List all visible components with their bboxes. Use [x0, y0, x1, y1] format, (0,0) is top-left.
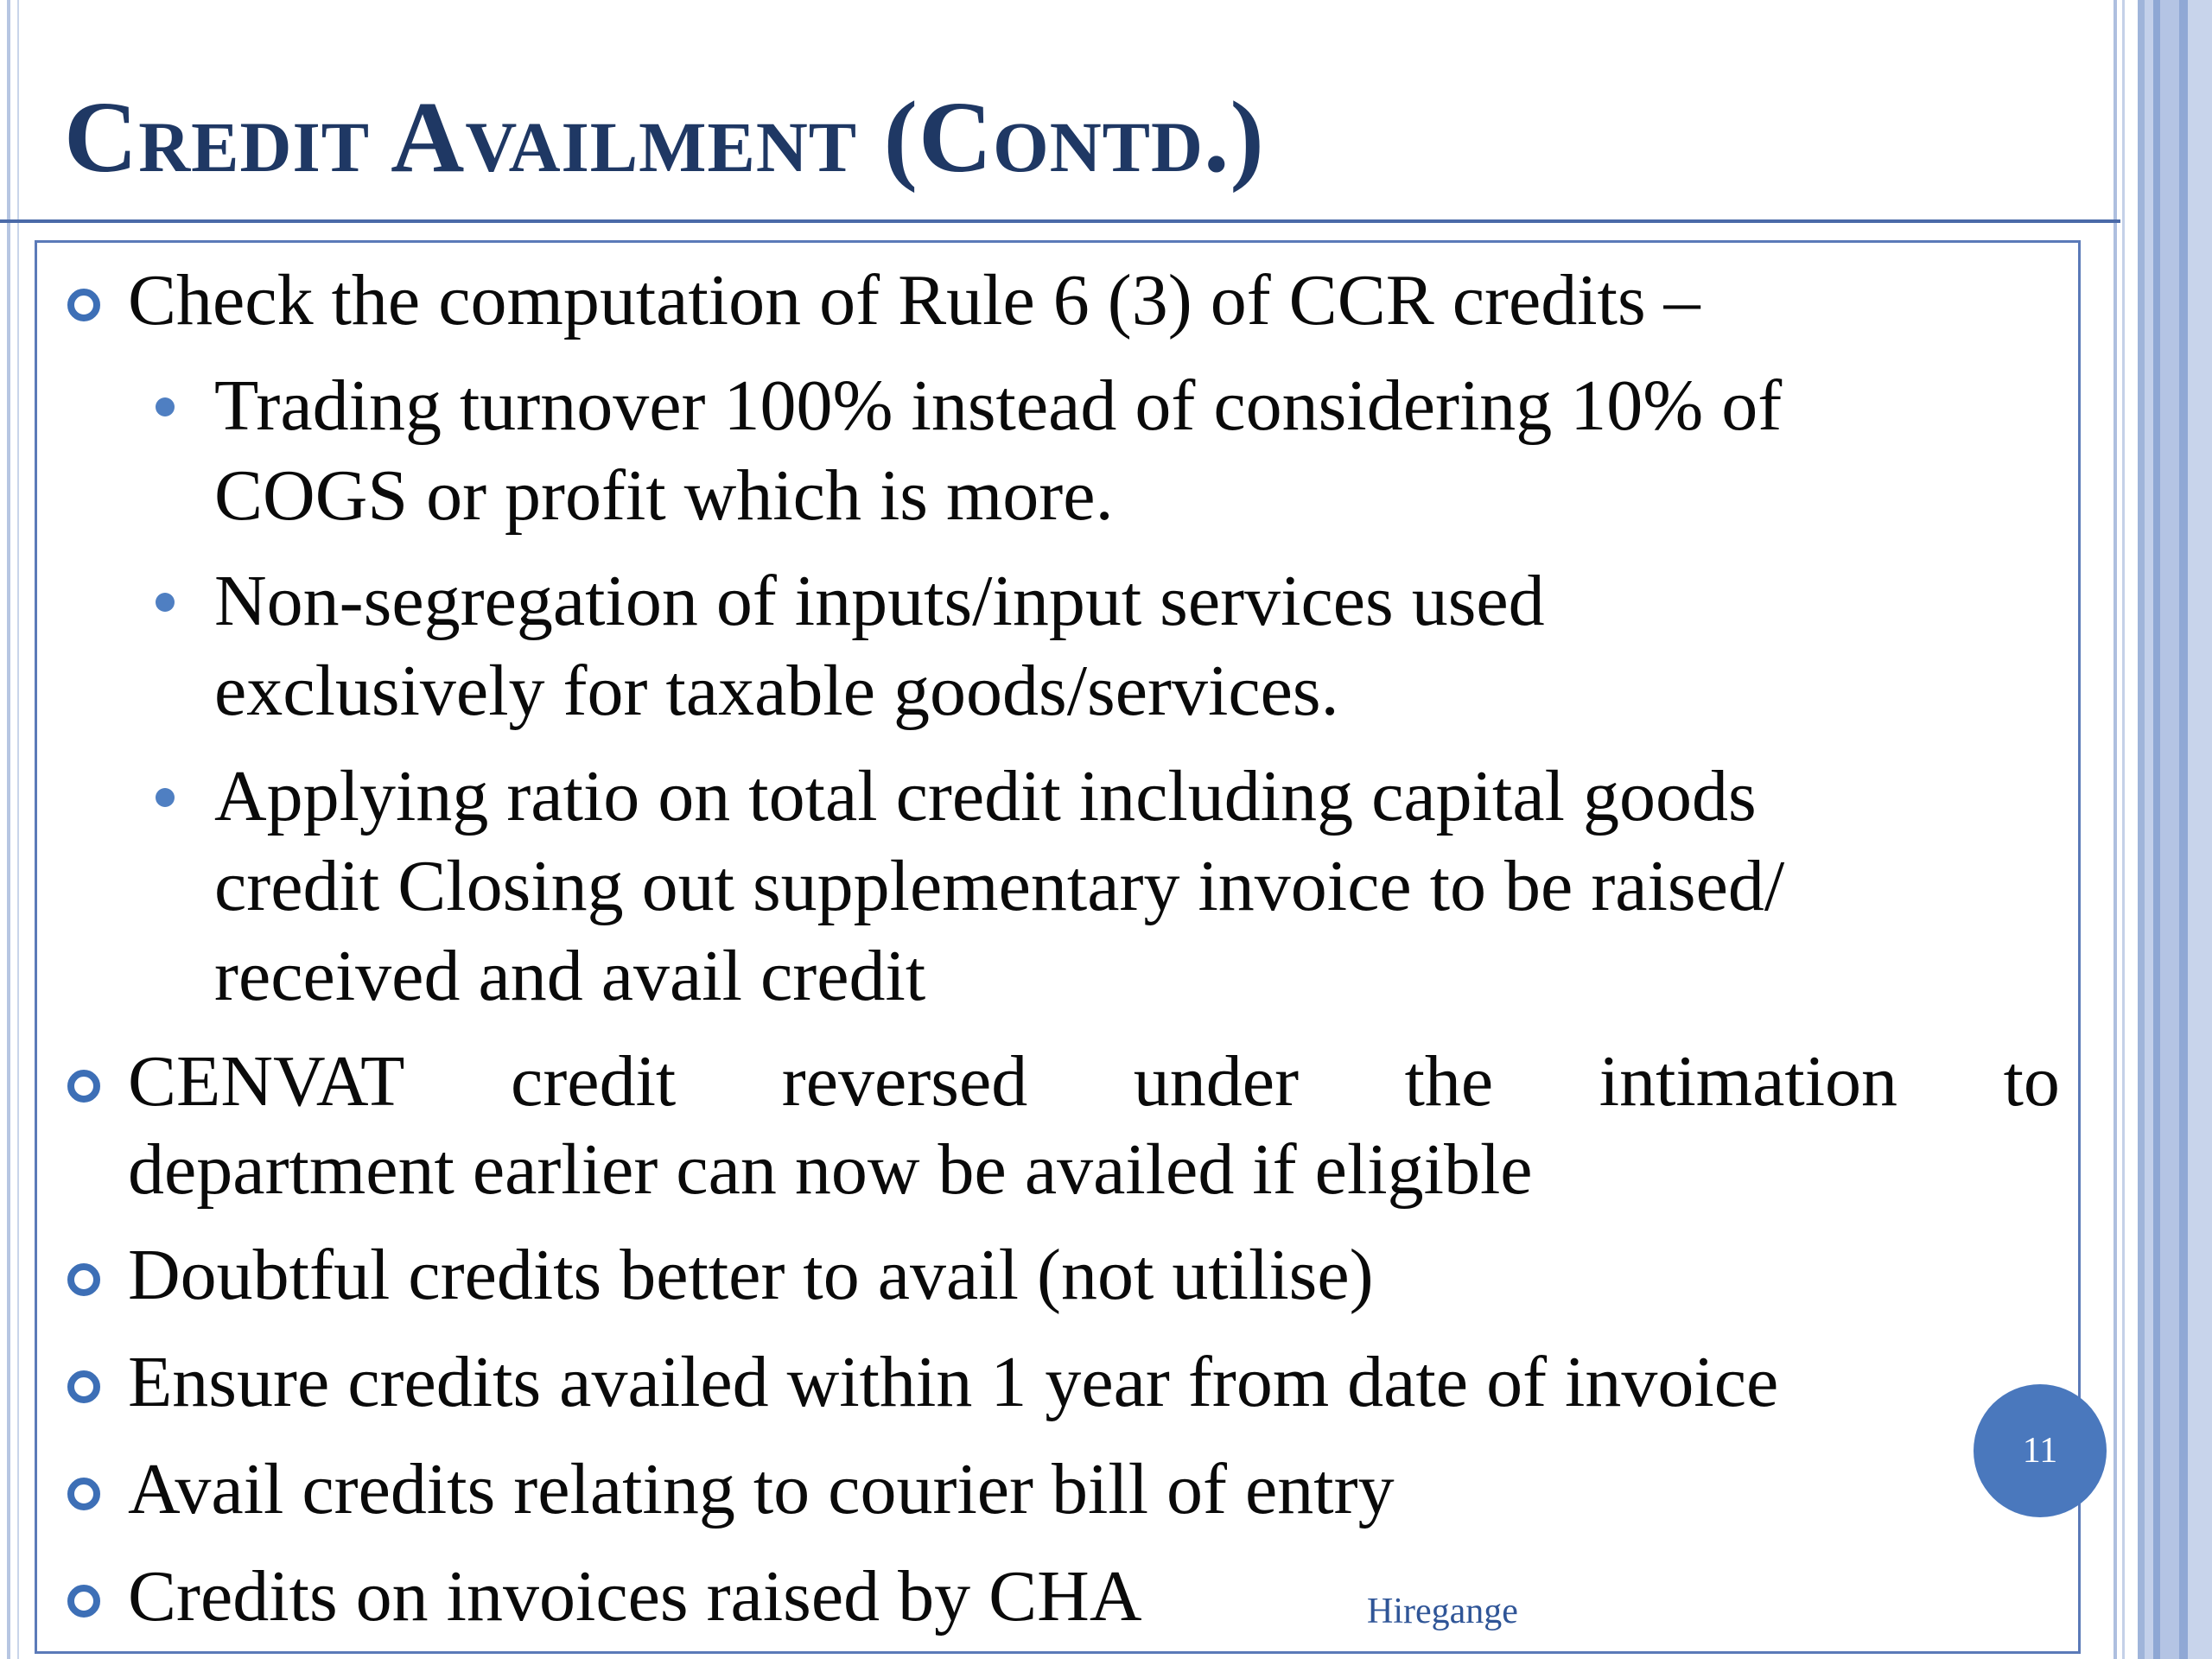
bullet-text-justified [128, 1041, 2060, 1122]
bullet-text: Ensure credits availed within 1 year from date of invoice [128, 1342, 1779, 1422]
bullet-word: the [1404, 1041, 1494, 1122]
sub-bullet-text: Non-segregation of inputs/input services used [214, 561, 1545, 641]
bullet-word: intimation [1599, 1041, 1898, 1122]
bullet-text: Doubtful credits better to avail (not utilise) [128, 1235, 1374, 1315]
bullet-text: Check the computation of Rule 6 (3) of CCR credits – [128, 260, 1700, 340]
bullet-word: reversed [781, 1041, 1028, 1122]
right-decorative-line-inner [2122, 0, 2125, 1659]
ring-bullet-icon [67, 1370, 100, 1403]
slide-title: Credit Availment (Contd.) [64, 80, 1265, 194]
dot-bullet-icon [156, 788, 175, 807]
left-decorative-stripe [7, 0, 10, 1659]
sub-bullet-text: credit Closing out supplementary invoice to be raised/ [214, 846, 1785, 926]
dot-bullet-icon [156, 593, 175, 612]
bullet-text: Avail credits relating to courier bill of entry [128, 1449, 1395, 1529]
right-decorative-line [2113, 0, 2117, 1659]
bullet-text: department earlier can now be availed if eligible [128, 1129, 1533, 1210]
ring-bullet-icon [67, 1478, 100, 1510]
bullet-word: CENVAT [128, 1041, 405, 1122]
title-divider [0, 219, 2120, 223]
ring-bullet-icon [67, 1070, 100, 1103]
ring-bullet-icon [67, 1263, 100, 1296]
page-number-badge: 11 [1974, 1384, 2107, 1517]
left-decorative-stripe-inner [17, 0, 19, 1659]
sub-bullet-text: exclusively for taxable goods/services. [214, 651, 1339, 731]
sub-bullet-text: Applying ratio on total credit including capital goods [214, 756, 1757, 836]
sub-bullet-text: Trading turnover 100% instead of considering 10% of [214, 365, 1783, 446]
sub-bullet-text: received and avail credit [214, 936, 926, 1016]
dot-bullet-icon [156, 397, 175, 416]
bullet-word: to [2003, 1041, 2060, 1122]
bullet-word: under [1133, 1041, 1300, 1122]
right-decorative-band [2138, 0, 2212, 1659]
sub-bullet-text: COGS or profit which is more. [214, 455, 1114, 536]
ring-bullet-icon [67, 289, 100, 321]
ring-bullet-icon [67, 1585, 100, 1618]
footer-text: Hiregange [1367, 1592, 1518, 1631]
bullet-word: credit [511, 1041, 677, 1122]
bullet-text: Credits on invoices raised by CHA [128, 1556, 1142, 1637]
